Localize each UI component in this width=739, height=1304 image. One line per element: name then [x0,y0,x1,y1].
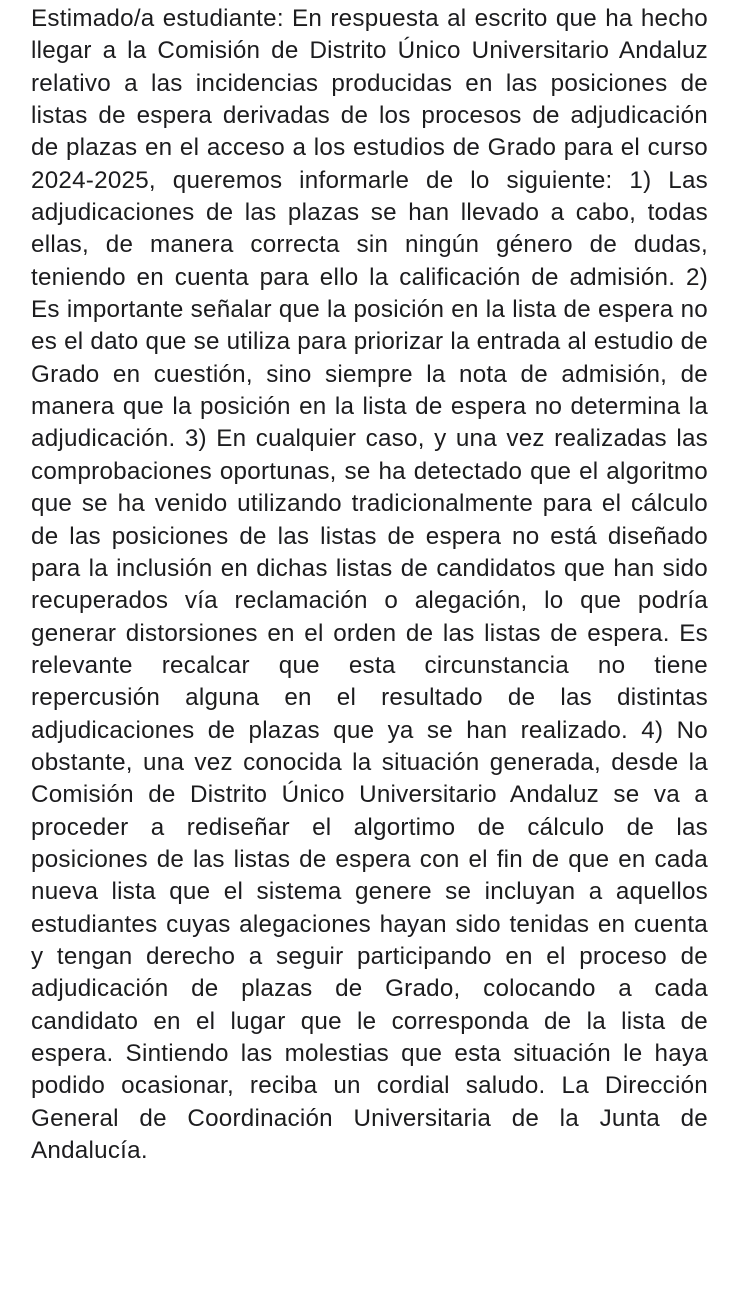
message-body-text: Estimado/a estudiante: En respuesta al escrito que ha hecho llegar a la Comisión de Distrito Único Universitario Andaluz relativo a las incidencias producidas en las posiciones de listas de espera derivadas de los procesos de adjudicación de plazas en el acceso a los estudios de Grado para el curso 2024-2025, queremos informarle de lo siguiente: 1) Las adjudicaciones de las plazas se han llevado a cabo, todas ellas, de manera correcta sin ningún género de dudas, teniendo en cuenta para ello la calificación de admisión. 2) Es importante señalar que la posición en la lista de espera no es el dato que se utiliza para priorizar la entrada al estudio de Grado en cuestión, sino siempre la nota de admisión, de manera que la posición en la lista de espera no determina la adjudicación. 3) En cualquier caso, y una vez realizadas las comprobaciones oportunas, se ha detectado que el algoritmo que se ha venido utilizando tradicionalmente para el cálculo de las posiciones de las listas de espera no está diseñado para la inclusión en dichas listas de candidatos que han sido recuperados vía reclamación o alegación, lo que podría generar distorsiones en el orden de las listas de espera. Es relevante recalcar que esta circunstancia no tiene repercusión alguna en el resultado de las distintas adjudicaciones de plazas que ya se han realizado. 4) No obstante, una vez conocida la situación generada, desde la Comisión de Distrito Único Universitario Andaluz se va a proceder a rediseñar el algortimo de cálculo de las posiciones de las listas de espera con el fin de que en cada nueva lista que el sistema genere se incluyan a aquellos estudiantes cuyas alegaciones hayan sido tenidas en cuenta y tengan derecho a seguir participando en el proceso de adjudicación de plazas de Grado, colocando a cada candidato en el lugar que le corresponda de la lista de espera. Sintiendo las molestias que esta situación le haya podido ocasionar, reciba un cordial saludo. La Dirección General de Coordinación Universitaria de la Junta de Andalucía. [31,5,708,1165]
